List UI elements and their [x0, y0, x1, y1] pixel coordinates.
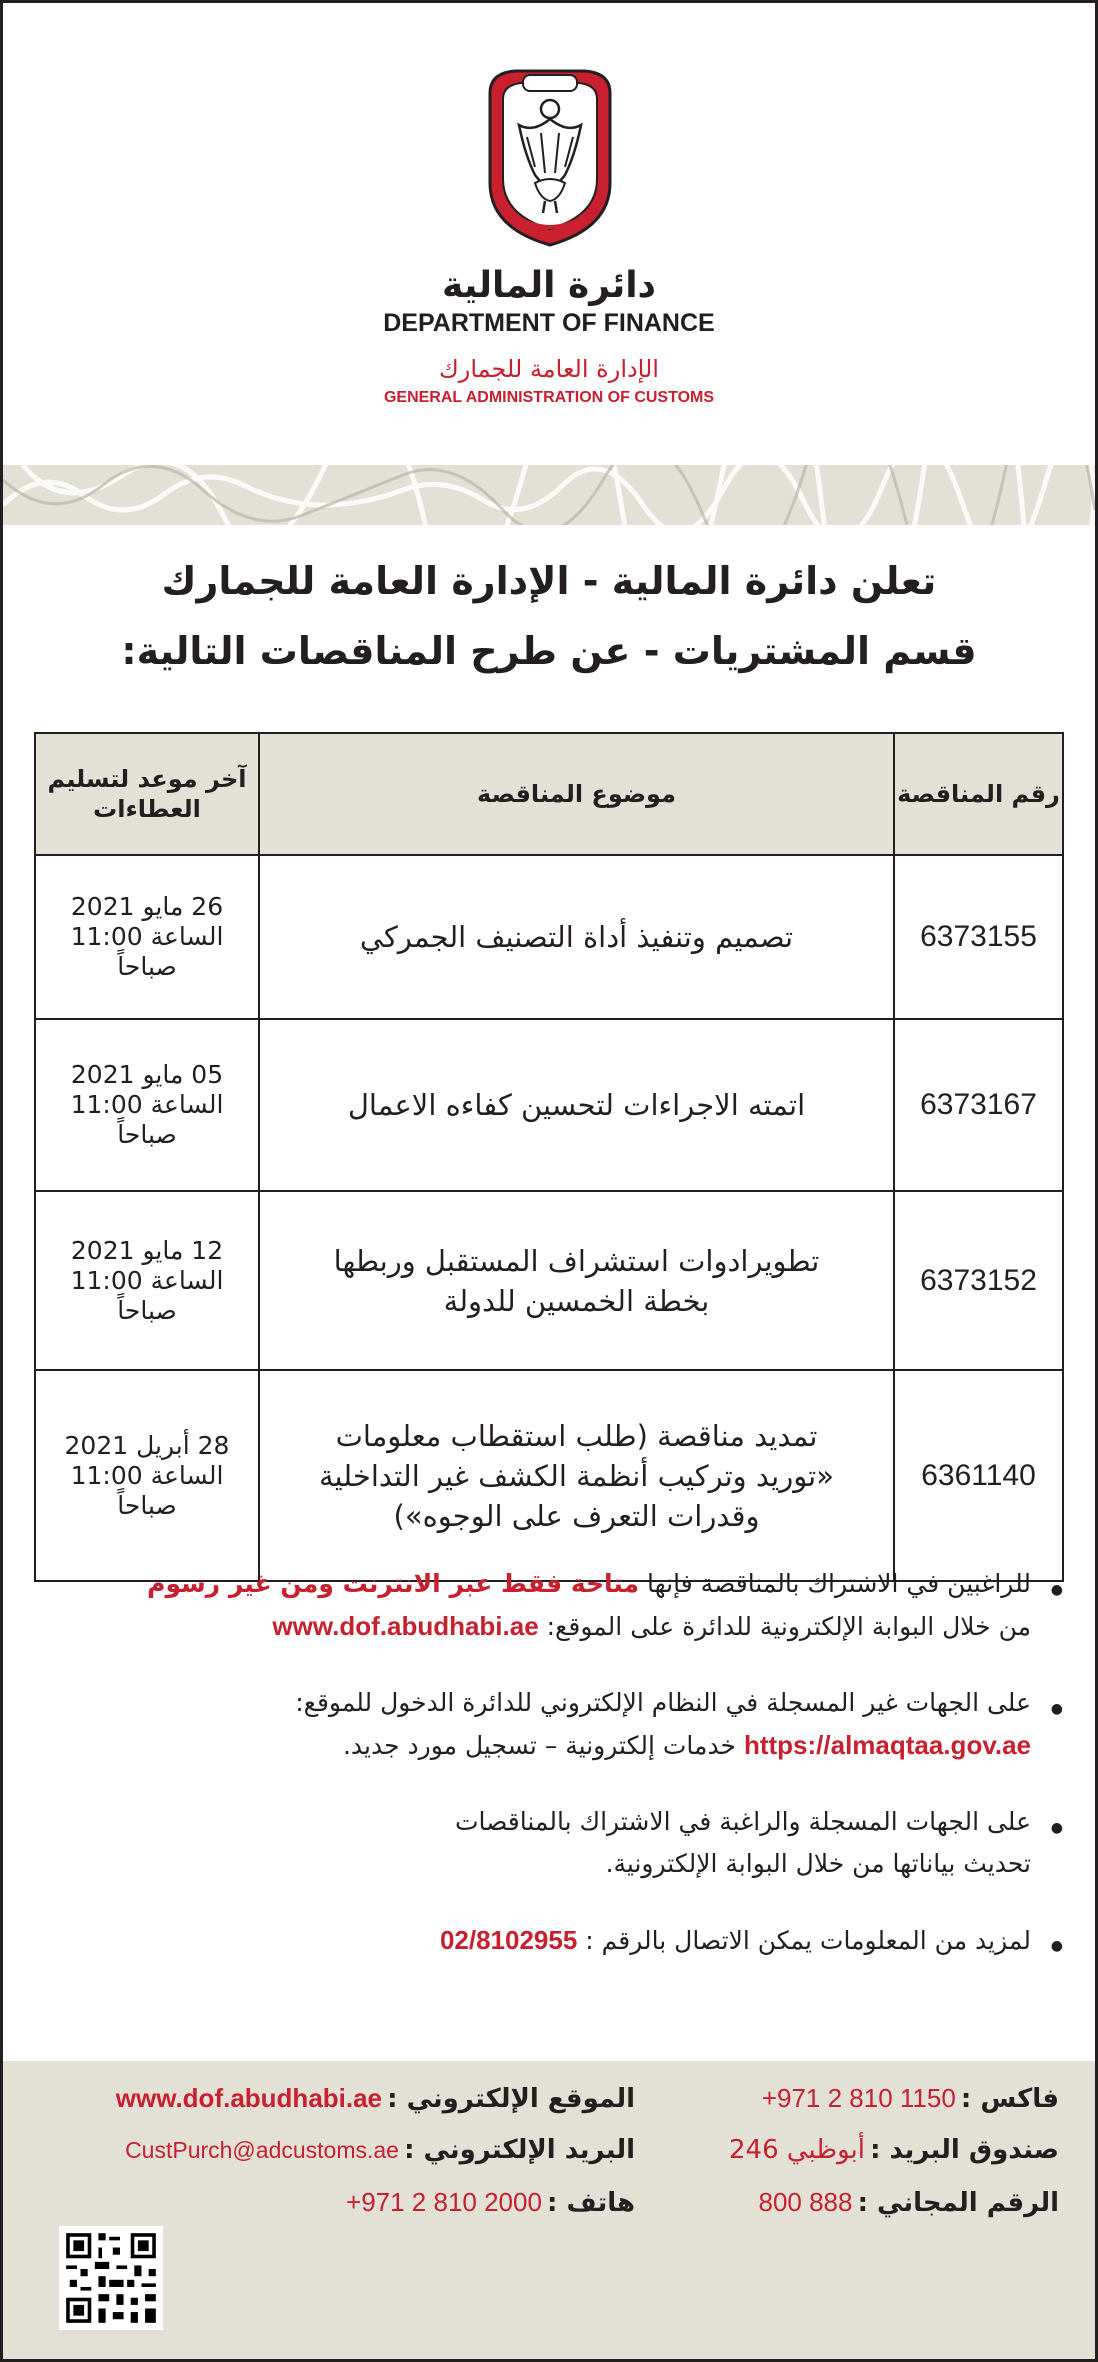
table-row: [35, 1370, 1063, 1581]
phone-value: +971 2 810 2000: [346, 2187, 542, 2217]
deadline-date: 28 أبريل 2021: [64, 1430, 230, 1460]
abu-dhabi-falcon-emblem-icon: [475, 63, 625, 253]
tender-deadline: [35, 1370, 259, 1581]
deadline-date: 12 مايو 2021: [70, 1235, 224, 1265]
header-tender-subject: موضوع المناقصة: [259, 733, 894, 855]
dof-website-link[interactable]: www.dof.abudhabi.ae: [272, 1611, 539, 1641]
tenders-table: [34, 732, 1064, 1582]
note-text: من خلال البوابة الإلكترونية للدائرة على الموقع:: [538, 1612, 1031, 1641]
subject-line: تصميم وتنفيذ أداة التصنيف الجمركي: [359, 920, 794, 954]
header-tender-number: رقم المناقصة: [894, 733, 1063, 855]
pobox-value: أبوظبي 246: [728, 2135, 865, 2165]
tollfree-value: 800 888: [758, 2187, 853, 2217]
phone-label: هاتف :: [547, 2188, 635, 2218]
tender-subject: [259, 1019, 894, 1191]
pattern-icon: [3, 465, 1095, 525]
subject-line: وقدرات التعرف على الوجوه»): [393, 1498, 760, 1533]
email-label: البريد الإلكتروني :: [404, 2135, 635, 2165]
note-online-only: [43, 1563, 1063, 1648]
org-name-en: DEPARTMENT OF FINANCE: [383, 309, 715, 337]
pobox-label: صندوق البريد :: [870, 2135, 1059, 2165]
deadline-time: الساعة 11:00: [70, 1460, 224, 1490]
contact-phone[interactable]: 02/8102955: [439, 1925, 578, 1955]
customs-name-ar: الإدارة العامة للجمارك: [439, 355, 659, 383]
tender-subject: [259, 1191, 894, 1370]
phone-row: [346, 2187, 635, 2218]
subject-line: تطويرادوات استشراف المستقبل وربطها: [333, 1243, 820, 1278]
headline-line-2: قسم المشتريات - عن طرح المناقصات التالية:: [121, 629, 977, 673]
deadline-period: صباحاً: [117, 1120, 177, 1149]
org-name-ar: دائرة المالية: [441, 265, 657, 306]
subject-line: بخطة الخمسين للدولة: [443, 1283, 710, 1318]
email-link[interactable]: CustPurch@adcustoms.ae: [125, 2137, 399, 2163]
fax-row: [762, 2083, 1059, 2114]
note-update-data: [43, 1801, 1063, 1885]
tender-subject: [259, 1370, 894, 1581]
deadline-time: الساعة 11:00: [70, 1265, 224, 1295]
tender-deadline: [35, 1019, 259, 1191]
note-line: [43, 1724, 1031, 1767]
deadline-period: صباحاً: [117, 1295, 177, 1325]
deadline-period: صباحاً: [117, 1490, 177, 1520]
decorative-pattern-band: [3, 465, 1095, 525]
table-row: [35, 855, 1063, 1019]
tender-number: 6373152: [894, 1191, 1063, 1370]
deadline-time: الساعة 11:00: [70, 922, 224, 951]
almaqtaa-link[interactable]: https://almaqtaa.gov.ae: [743, 1730, 1031, 1760]
note-text: ● على الجهات المسجلة والراغبة في الاشتراك بالمناقصات: [454, 1807, 1031, 1836]
deadline-time: الساعة 11:00: [70, 1090, 224, 1119]
deadline-date: 05 مايو 2021: [70, 1060, 224, 1089]
table-row: [35, 1019, 1063, 1191]
email-row: [125, 2135, 635, 2165]
note-text: للراغبين في الاشتراك بالمناقصة فإنها: [639, 1569, 1031, 1598]
note-highlight: متاحة فقط عبر الانترنت ومن غير رسوم: [147, 1569, 640, 1598]
note-text: خدمات إلكترونية – تسجيل مورد جديد.: [342, 1731, 744, 1760]
note-text: تحديث بياناتها من خلال البوابة الإلكترونية.: [605, 1849, 1031, 1878]
fax-value: +971 2 810 1150: [761, 2083, 956, 2113]
note-registration: [43, 1682, 1063, 1767]
tollfree-row: [758, 2187, 1059, 2218]
deadline-period: صباحاً: [117, 952, 177, 981]
headline-line-1: تعلن دائرة المالية - الإدارة العامة للجمارك: [161, 559, 937, 603]
tender-subject: [259, 855, 894, 1019]
note-line: [43, 1563, 1031, 1605]
subject-line: «توريد وتركيب أنظمة الكشف غير التداخلية: [319, 1458, 834, 1493]
website-label: الموقع الإلكتروني :: [387, 2084, 635, 2114]
table-header-row: [35, 733, 1063, 855]
subject-line: تمديد مناقصة (طلب استقطاب معلومات: [335, 1418, 818, 1453]
table-row: [35, 1191, 1063, 1370]
header-deadline: آخر موعد لتسليم العطاءات: [35, 733, 259, 855]
tender-deadline: [35, 1191, 259, 1370]
website-link[interactable]: www.dof.abudhabi.ae: [115, 2083, 383, 2113]
tender-number: 6373155: [894, 855, 1063, 1019]
note-text: ● على الجهات غير المسجلة في النظام الإلكتروني للدائرة الدخول للموقع:: [295, 1688, 1031, 1717]
tender-number: 6373167: [894, 1019, 1063, 1191]
deadline-date: 26 مايو 2021: [70, 892, 224, 921]
note-line: [43, 1605, 1031, 1648]
note-text: لمزيد من المعلومات يمكن الاتصال بالرقم :: [577, 1926, 1031, 1955]
customs-name-en: GENERAL ADMINISTRATION OF CUSTOMS: [383, 389, 715, 406]
tender-deadline: [35, 855, 259, 1019]
tender-number: 6361140: [894, 1370, 1063, 1581]
pobox-row: [729, 2135, 1059, 2165]
qr-code-icon[interactable]: [59, 2226, 163, 2330]
tollfree-label: الرقم المجاني :: [857, 2188, 1059, 2218]
subject-line: اتمته الاجراءات لتحسين كفاءه الاعمال: [347, 1088, 806, 1122]
website-row: [116, 2083, 635, 2114]
notes-list: [43, 1563, 1063, 1996]
note-contact: [43, 1919, 1063, 1962]
fax-label: فاكس :: [960, 2084, 1059, 2114]
